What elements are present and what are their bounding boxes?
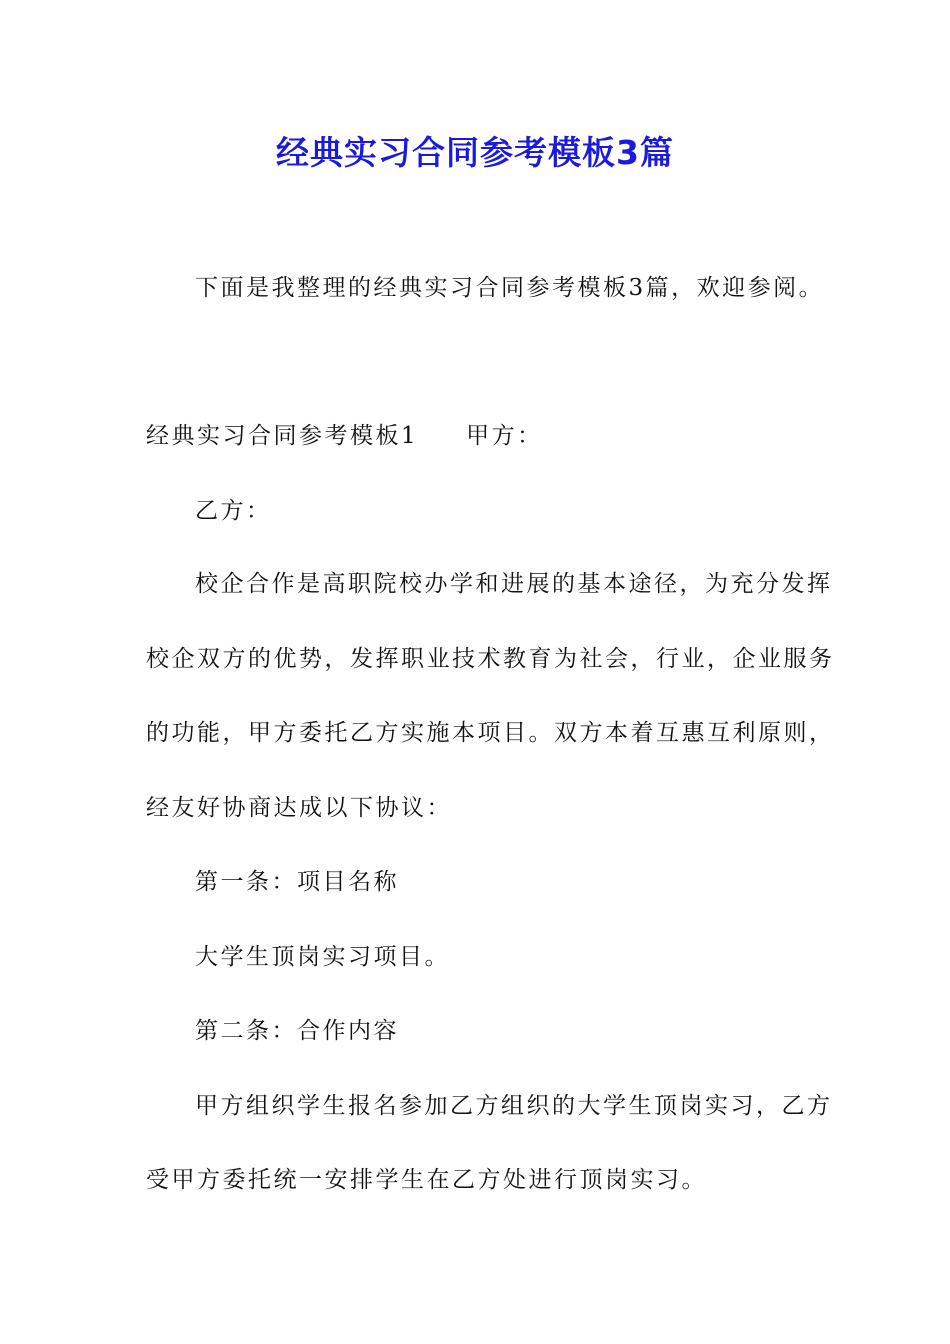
article2-heading: 第二条：合作内容 xyxy=(195,1018,399,1044)
paragraph1-line: 校企双方的优势，发挥职业技术教育为社会，行业，企业服务 xyxy=(146,646,835,672)
document-title: 经典实习合同参考模板3篇 xyxy=(276,133,674,172)
section-heading: 经典实习合同参考模板1 xyxy=(146,423,419,449)
section-heading-row xyxy=(146,420,543,452)
paragraph1-line: 经友好协商达成以下协议： xyxy=(146,795,452,821)
article2-body-line: 受甲方委托统一安排学生在乙方处进行顶岗实习。 xyxy=(146,1167,707,1193)
paragraph1-line: 校企合作是高职院校办学和进展的基本途径，为充分发挥 xyxy=(195,571,833,597)
article1-body: 大学生顶岗实习项目。 xyxy=(195,944,450,970)
intro-paragraph: 下面是我整理的经典实习合同参考模板3篇，欢迎参阅。 xyxy=(195,275,825,301)
party-a-label: 甲方： xyxy=(466,423,543,449)
article2-body-line: 甲方组织学生报名参加乙方组织的大学生顶岗实习，乙方 xyxy=(195,1093,833,1119)
article1-heading: 第一条：项目名称 xyxy=(195,869,399,895)
paragraph1-line: 的功能，甲方委托乙方实施本项目。双方本着互惠互利原则， xyxy=(146,720,835,746)
party-b-label: 乙方： xyxy=(195,498,272,524)
